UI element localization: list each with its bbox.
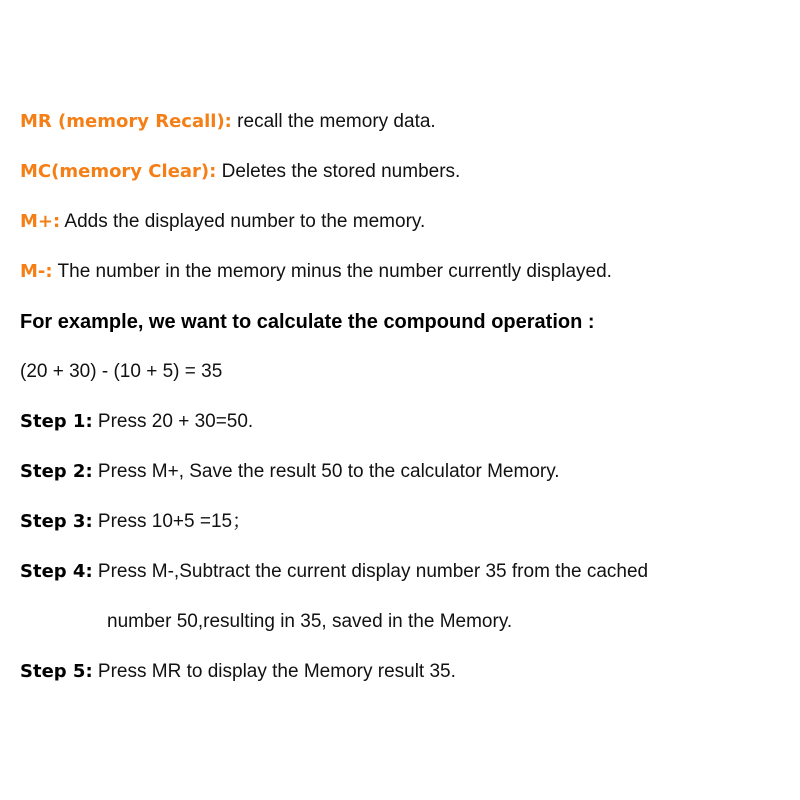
example-heading: For example, we want to calculate the compound operation : [20, 311, 595, 333]
step-2 [20, 460, 560, 484]
step-1 [20, 410, 253, 434]
step-3 [20, 510, 251, 534]
definition-text: Adds the displayed number to the memory. [60, 211, 426, 232]
definition-term: MC(memory Clear): [20, 161, 217, 182]
step-label: Step 5: [20, 661, 93, 682]
definition-term: M-: [20, 261, 53, 282]
definition-text: The number in the memory minus the number currently displayed. [52, 261, 612, 282]
step-label: Step 4: [20, 561, 93, 582]
step-text: Press 20 + 30=50. [92, 411, 254, 432]
step-label: Step 2: [20, 461, 93, 482]
definition-text: recall the memory data. [231, 111, 436, 132]
definition-mc [20, 160, 460, 184]
step-label: Step 1: [20, 411, 93, 432]
step-4-continuation: number 50,resulting in 35, saved in the Memory. [107, 611, 513, 632]
step-5 [20, 660, 456, 684]
definition-mr [20, 110, 436, 134]
step-text: Press 10+5 =15； [92, 511, 252, 532]
step-text: Press M-,Subtract the current display number 35 from the cached [92, 561, 649, 582]
step-text: Press M+, Save the result 50 to the calculator Memory. [92, 461, 560, 482]
example-equation: (20 + 30) - (10 + 5) = 35 [20, 361, 223, 382]
definition-mminus [20, 260, 612, 284]
definition-mplus [20, 210, 425, 234]
step-text: Press MR to display the Memory result 35. [92, 661, 456, 682]
definition-term: MR (memory Recall): [20, 111, 232, 132]
step-label: Step 3: [20, 511, 93, 532]
step-4 [20, 560, 648, 584]
definition-text: Deletes the stored numbers. [216, 161, 461, 182]
definition-term: M+: [20, 211, 61, 232]
